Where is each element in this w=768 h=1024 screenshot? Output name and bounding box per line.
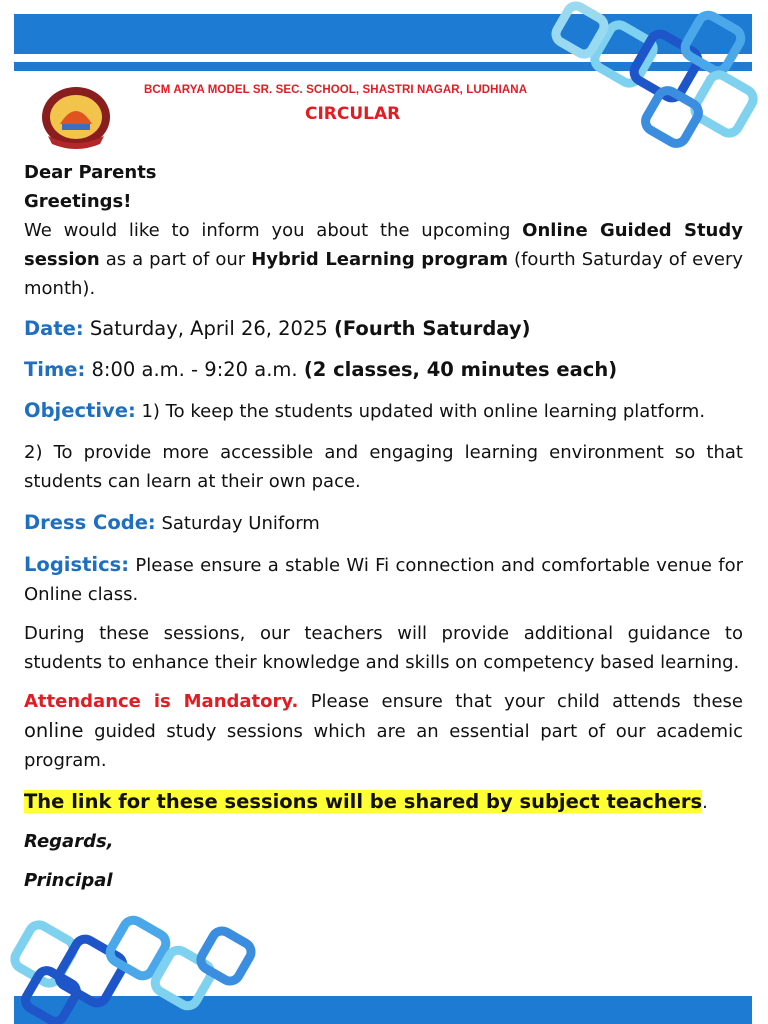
intro-text-1: We would like to inform you about the upcoming bbox=[24, 220, 523, 241]
date-note: (Fourth Saturday) bbox=[333, 317, 531, 340]
date-label: Date: bbox=[24, 317, 84, 340]
attendance-text-2: guided study sessions which are an essential part of our academic program. bbox=[24, 721, 743, 771]
attendance-text-1: Please ensure that your child attends these bbox=[298, 691, 743, 712]
regards: Regards, bbox=[24, 831, 114, 852]
logistics-value: Please ensure a stable Wi Fi connection and comfortable venue for Online class. bbox=[24, 555, 743, 605]
intro-text-3: (fourth Saturday of every month). bbox=[24, 249, 743, 299]
date-line bbox=[24, 314, 743, 343]
greeting: Greetings! bbox=[24, 191, 132, 212]
date-value: Saturday, April 26, 2025 bbox=[83, 317, 334, 340]
circular-body bbox=[24, 158, 743, 895]
link-notice-line bbox=[24, 787, 743, 817]
intro-paragraph bbox=[24, 216, 743, 303]
objective-label: Objective: bbox=[24, 399, 136, 422]
objective-line bbox=[24, 396, 743, 426]
circular-title: CIRCULAR bbox=[305, 104, 401, 124]
attendance-paragraph bbox=[24, 687, 743, 775]
salutation: Dear Parents bbox=[24, 162, 157, 183]
attendance-label: Attendance is Mandatory. bbox=[24, 691, 299, 712]
dress-code-value: Saturday Uniform bbox=[155, 513, 320, 534]
time-label: Time: bbox=[24, 358, 86, 381]
dress-code-label: Dress Code: bbox=[24, 511, 156, 534]
guidance-paragraph: During these sessions, our teachers will provide additional guidance to students to enhance their knowledge and skills on competency based learning. bbox=[24, 623, 743, 673]
school-name: BCM ARYA MODEL SR. SEC. SCHOOL, SHASTRI NAGAR, LUDHIANA bbox=[144, 84, 528, 96]
time-value: 8:00 a.m. - 9:20 a.m. bbox=[85, 358, 304, 381]
link-notice-end: . bbox=[702, 792, 708, 813]
logistics-paragraph bbox=[24, 550, 743, 609]
objective-item-1: 1) To keep the students updated with online learning platform. bbox=[135, 401, 706, 422]
attendance-online: online bbox=[24, 719, 84, 742]
link-notice: The link for these sessions will be shared by subject teachers bbox=[24, 790, 703, 813]
school-logo bbox=[38, 84, 114, 150]
time-note: (2 classes, 40 minutes each) bbox=[303, 358, 618, 381]
intro-bold-1: Online Guided Study session bbox=[24, 220, 743, 270]
logistics-label: Logistics: bbox=[24, 553, 130, 576]
signatory: Principal bbox=[24, 870, 113, 891]
objective-item-2: 2) To provide more accessible and engaging learning environment so that students can learn at their own pace. bbox=[24, 442, 743, 492]
dress-code-line bbox=[24, 508, 743, 538]
intro-text-2: as a part of our bbox=[99, 249, 252, 270]
time-line bbox=[24, 355, 743, 384]
intro-bold-2: Hybrid Learning program bbox=[251, 249, 509, 270]
